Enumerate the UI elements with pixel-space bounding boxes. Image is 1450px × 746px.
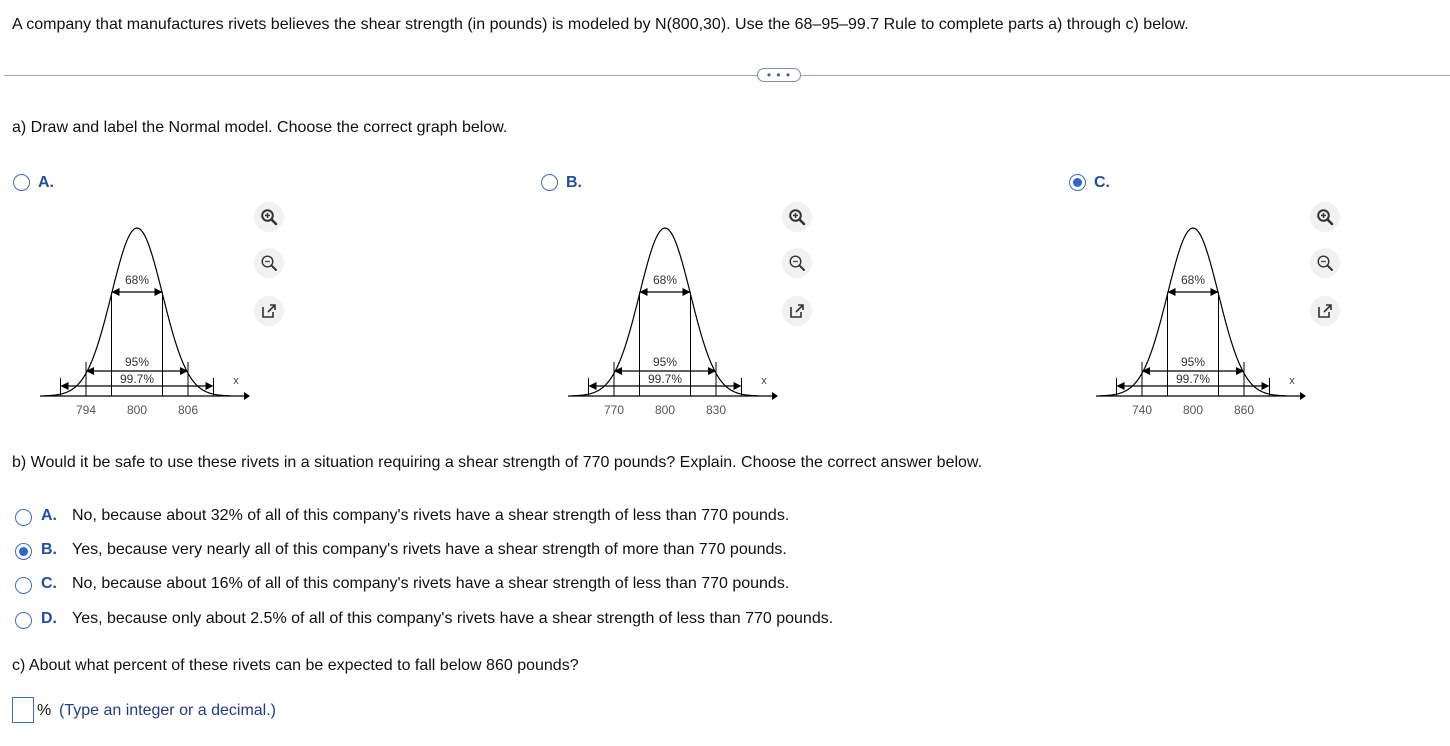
zoom-in-icon <box>788 208 806 226</box>
option-letter: D. <box>41 610 57 627</box>
percent-sign: % <box>37 702 52 719</box>
option-text: No, because about 16% of all of this company's rivets have a shear strength of less than 770 pounds. <box>72 575 790 592</box>
part-c-prompt: c) About what percent of these rivets can be expected to fall below 860 pounds? <box>12 657 579 674</box>
answer-input[interactable] <box>12 697 34 723</box>
option-a-radio[interactable] <box>13 174 30 191</box>
range-997-arrow-left-head <box>1117 382 1125 390</box>
part-b-option-c[interactable] <box>41 575 789 593</box>
part-a-prompt: a) Draw and label the Normal model. Choose the correct graph below. <box>12 119 508 136</box>
label-68-percent: 68% <box>1180 273 1206 287</box>
range-95-arrow-left-head <box>614 367 622 375</box>
part-b-option-d-radio[interactable] <box>15 612 32 629</box>
normal-curve-graph-c <box>1096 212 1306 422</box>
zoom-out-icon <box>260 254 278 272</box>
x-axis-arrow <box>772 392 778 400</box>
option-letter: B. <box>41 541 57 558</box>
open-external-icon <box>788 302 806 320</box>
zoom-in-button[interactable] <box>254 202 284 232</box>
tick-label-high: 860 <box>1233 403 1255 417</box>
part-b-prompt: b) Would it be safe to use these rivets in a situation requiring a shear strength of 770 pounds? Explain. Choose the correct answer below. <box>12 454 983 471</box>
divider <box>4 75 1450 76</box>
option-b-radio[interactable] <box>541 174 558 191</box>
label-997-percent: 99.7% <box>119 372 155 386</box>
part-b-option-b-radio[interactable] <box>15 543 32 560</box>
tick-label-high: 830 <box>705 403 727 417</box>
answer-hint: (Type an integer or a decimal.) <box>59 702 276 719</box>
open-external-icon <box>260 302 278 320</box>
range-997-arrow-left-head <box>589 382 597 390</box>
option-letter: C. <box>41 575 57 592</box>
x-axis-label: x <box>233 375 239 387</box>
option-b-letter: B. <box>566 174 582 191</box>
x-axis-arrow <box>1300 392 1306 400</box>
zoom-out-icon <box>788 254 806 272</box>
label-95-percent: 95% <box>124 355 150 369</box>
normal-curve-graph-b <box>568 212 778 422</box>
range-997-arrow-left-head <box>61 382 69 390</box>
range-95-arrow-right-head <box>180 367 188 375</box>
tick-label-high: 806 <box>177 403 199 417</box>
zoom-out-button[interactable] <box>254 248 284 278</box>
tick-label-low: 740 <box>1131 403 1153 417</box>
option-text: No, because about 32% of all of this company's rivets have a shear strength of less than 770 pounds. <box>72 507 790 524</box>
option-text: Yes, because very nearly all of this company's rivets have a shear strength of more than 770 pounds. <box>72 541 787 558</box>
range-997-arrow-right-head <box>1262 382 1270 390</box>
x-axis-label: x <box>761 375 767 387</box>
range-95-arrow-right-head <box>1236 367 1244 375</box>
x-axis-arrow <box>244 392 250 400</box>
zoom-in-button[interactable] <box>1310 202 1340 232</box>
zoom-in-icon <box>260 208 278 226</box>
option-letter: A. <box>41 507 57 524</box>
option-text: Yes, because only about 2.5% of all of this company's rivets have a shear strength of less than 770 pounds. <box>72 610 834 627</box>
range-95-arrow-right-head <box>708 367 716 375</box>
radio-dot <box>19 547 28 556</box>
expand-more-button[interactable]: • • • <box>757 68 801 82</box>
open-external-button[interactable] <box>254 296 284 326</box>
part-b-option-a-radio[interactable] <box>15 509 32 526</box>
range-95-arrow-left-head <box>86 367 94 375</box>
label-68-percent: 68% <box>124 273 150 287</box>
range-997-arrow-right-head <box>734 382 742 390</box>
tick-label-mean: 800 <box>1182 403 1204 417</box>
label-95-percent: 95% <box>652 355 678 369</box>
option-c-radio[interactable] <box>1069 174 1086 191</box>
open-external-icon <box>1316 302 1334 320</box>
option-c-letter: C. <box>1094 174 1110 191</box>
open-external-button[interactable] <box>1310 296 1340 326</box>
zoom-out-button[interactable] <box>1310 248 1340 278</box>
zoom-out-icon <box>1316 254 1334 272</box>
zoom-in-icon <box>1316 208 1334 226</box>
range-997-arrow-right-head <box>206 382 214 390</box>
option-a-letter: A. <box>38 174 54 191</box>
x-axis-label: x <box>1289 375 1295 387</box>
range-95-arrow-left-head <box>1142 367 1150 375</box>
label-68-percent: 68% <box>652 273 678 287</box>
question-text: A company that manufactures rivets believes the shear strength (in pounds) is modeled by N(800,30). Use the 68–95–99.7 Rule to complete parts a) through c) below. <box>12 16 1189 33</box>
part-b-option-a[interactable] <box>41 507 789 525</box>
label-997-percent: 99.7% <box>1175 372 1211 386</box>
zoom-in-button[interactable] <box>782 202 812 232</box>
part-b-option-c-radio[interactable] <box>15 577 32 594</box>
zoom-out-button[interactable] <box>782 248 812 278</box>
tick-label-low: 770 <box>603 403 625 417</box>
part-b-option-d[interactable] <box>41 610 833 628</box>
tick-label-low: 794 <box>75 403 97 417</box>
normal-curve-graph-a <box>40 212 250 422</box>
tick-label-mean: 800 <box>126 403 148 417</box>
label-95-percent: 95% <box>1180 355 1206 369</box>
part-b-option-b[interactable] <box>41 541 787 559</box>
open-external-button[interactable] <box>782 296 812 326</box>
tick-label-mean: 800 <box>654 403 676 417</box>
radio-dot <box>1073 178 1082 187</box>
label-997-percent: 99.7% <box>647 372 683 386</box>
